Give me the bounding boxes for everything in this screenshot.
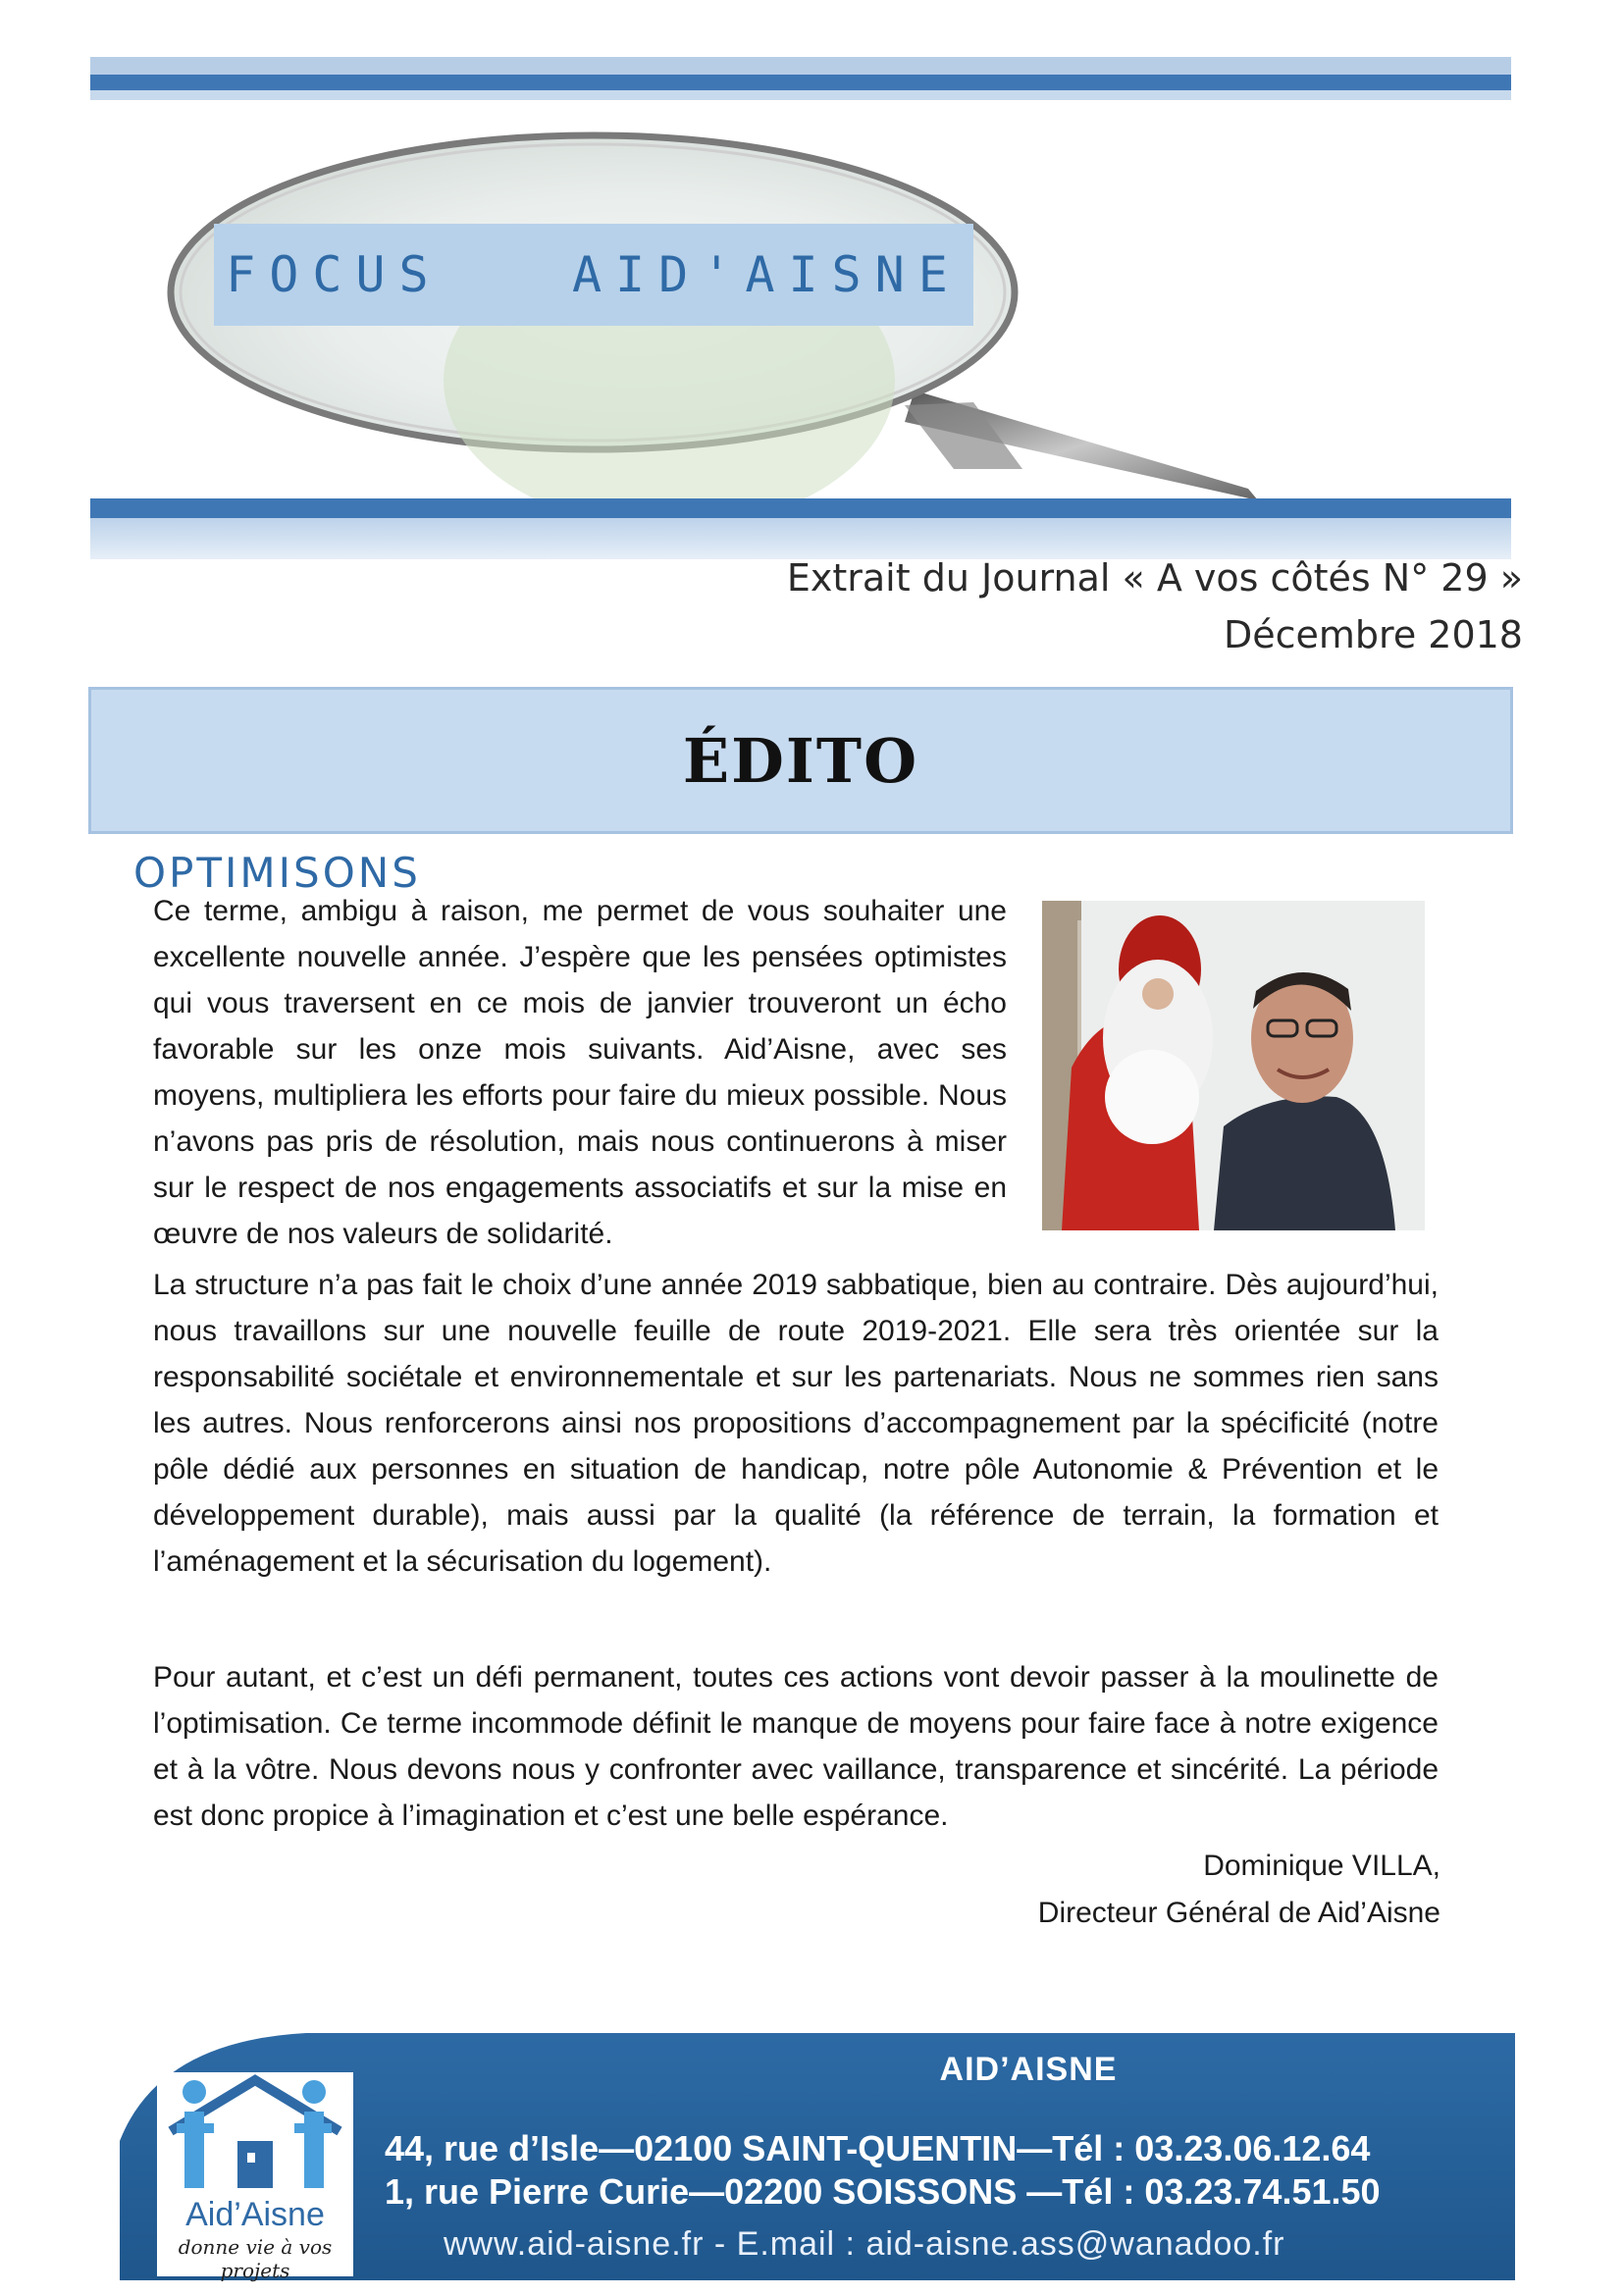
page-title: ÉDITO — [682, 724, 919, 797]
footer-addresses — [385, 2127, 1381, 2214]
photo-santa-and-director — [1042, 901, 1425, 1230]
journal-issue: Extrait du Journal « A vos côtés N° 29 » — [786, 556, 1523, 600]
address-soissons: 1, rue Pierre Curie—02200 SOISSONS —Tél : 03.23.74.51.50 — [385, 2171, 1381, 2212]
footer-web-email[interactable]: www.aid-aisne.fr - E.mail : aid-aisne.ass@wanadoo.fr — [444, 2225, 1285, 2263]
signature — [1038, 1843, 1440, 1937]
banner-bottom-stripe-dark — [90, 498, 1511, 518]
signature-name: Dominique VILLA, — [1203, 1850, 1440, 1882]
article-paragraph-3: Pour autant, et c’est un défi permanent, toutes ces actions vont devoir passer à la moulinette de l’optimisation. Ce terme incommode définit le manque de moyens pour faire face à notre exigence et à la vôtre. Nous devons nous y confronter avec vaillance, transparence et sincérité. La période est donc propice à l’imagination et c’est une belle espérance. — [153, 1661, 1439, 1832]
footer-organization-name: AID’AISNE — [939, 2051, 1118, 2088]
journal-extract-info — [787, 549, 1523, 663]
header-banner — [90, 57, 1511, 559]
journal-date: Décembre 2018 — [1223, 613, 1523, 656]
logo-text: Aid’Aisne — [185, 2196, 325, 2233]
house-people-icon — [157, 2072, 353, 2196]
logo-tagline: donne vie à vos projets — [178, 2235, 333, 2282]
aid-aisne-logo — [157, 2072, 353, 2282]
article-paragraph-2: La structure n’a pas fait le choix d’une année 2019 sabbatique, bien au contraire. Dès aujourd’hui, nous travaillons sur une nouvelle feuille de route 2019-2021. Elle sera très orientée sur la responsabilité sociétale et environnementale et sur les partenariats. Nous ne sommes rien sans les autres. Nous renforcerons ainsi nos propositions d’accompagnement par la spécificité (notre pôle dédié aux personnes en situation de handicap, notre pôle Autonomie & Prévention et le développement durable), mais aussi par la qualité (la référence de terrain, la formation et l’aménagement et la sécurisation du logement). — [153, 1269, 1439, 1578]
edito-heading-box — [88, 687, 1513, 834]
article-paragraph-1: Ce terme, ambigu à raison, me permet de vous souhaiter une excellente nouvelle année. J’espère que les pensées optimistes qui vous traversent en ce mois de janvier trouveront un écho favorable sur les onze mois suivants. Aid’Aisne, avec ses moyens, multipliera les efforts pour faire du mieux possible. Nous n’avons pas pris de résolution, mais nous continuerons à miser sur le respect de nos engagements associatifs et sur la mise en œuvre de nos valeurs de solidarité. — [153, 895, 1007, 1250]
contact-footer — [120, 2023, 1515, 2280]
article-subheading: OPTIMISONS — [133, 849, 421, 897]
focus-title: FOCUS AID'AISNE — [226, 246, 962, 303]
signature-title: Directeur Général de Aid’Aisne — [1037, 1897, 1440, 1929]
address-saint-quentin: 44, rue d’Isle—02100 SAINT-QUENTIN—Tél : 03.23.06.12.64 — [385, 2128, 1371, 2168]
